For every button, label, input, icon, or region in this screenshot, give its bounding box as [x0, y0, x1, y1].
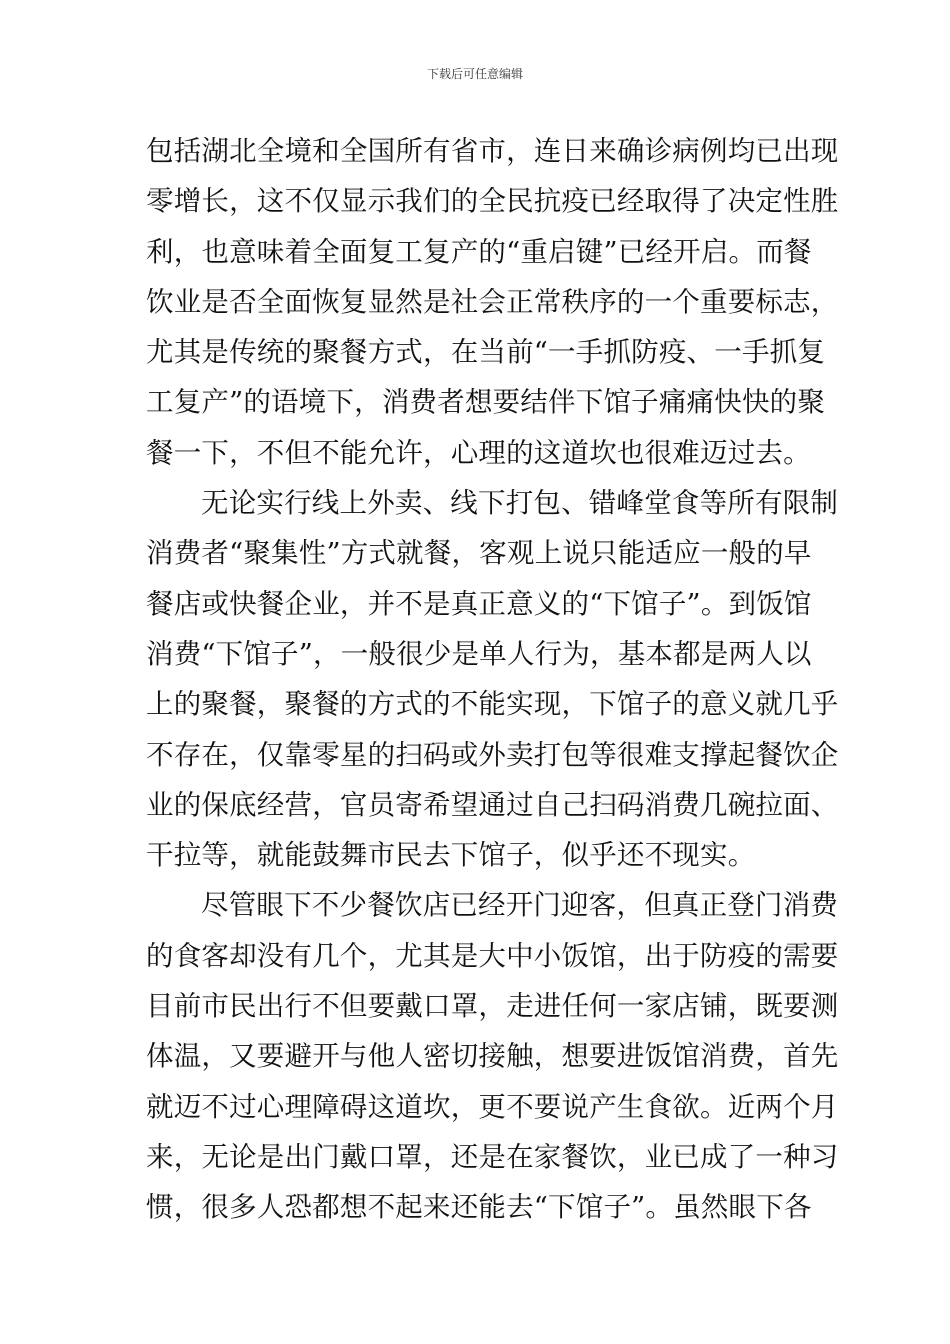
paragraph-1-line-4: 饮业是否全面恢复显然是社会正常秩序的一个重要标志， [146, 285, 839, 318]
document-body [146, 126, 839, 1233]
paragraph-2-line-6: 不存在，仅靠零星的扫码或外卖打包等很难支撑起餐饮企 [146, 738, 839, 771]
paragraph-2-line-5: 上的聚餐，聚餐的方式的不能实现，下馆子的意义就几乎 [146, 688, 839, 721]
paragraph-2-line-1: 无论实行线上外卖、线下打包、错峰堂食等所有限制 [201, 487, 839, 520]
paragraph-1-line-5: 尤其是传统的聚餐方式，在当前“一手抓防疫、一手抓复 [146, 336, 826, 369]
paragraph-1-line-7: 餐一下，不但不能允许，心理的这道坎也很难迈过去。 [146, 436, 811, 469]
paragraph-3-line-3: 目前市民出行不但要戴口罩，走进任何一家店铺，既要测 [146, 990, 839, 1023]
paragraph-2-line-2: 消费者“聚集性”方式就餐，客观上说只能适应一般的早 [146, 537, 812, 570]
paragraph-3-line-2: 的食客却没有几个，尤其是大中小饭馆，出于防疫的需要 [146, 939, 839, 972]
paragraph-1-line-3: 利，也意味着全面复工复产的“重启键”已经开启。而餐 [146, 235, 812, 268]
paragraph-3-line-1: 尽管眼下不少餐饮店已经开门迎客，但真正登门消费 [201, 889, 839, 922]
paragraph-1-line-6: 工复产”的语境下，消费者想要结伴下馆子痛痛快快的聚 [146, 386, 826, 419]
paragraph-3-line-5: 就迈不过心理障碍这道坎，更不要说产生食欲。近两个月 [146, 1090, 839, 1123]
paragraph-2-line-8: 干拉等，就能鼓舞市民去下馆子，似乎还不现实。 [146, 839, 756, 872]
paragraph-2-line-3: 餐店或快餐企业，并不是真正意义的“下馆子”。到饭馆 [146, 587, 812, 620]
paragraph-2-line-4: 消费“下馆子”，一般很少是单人行为，基本都是两人以 [146, 637, 812, 670]
paragraph-2-line-7: 业的保底经营，官员寄希望通过自己扫码消费几碗拉面、 [146, 788, 839, 821]
paragraph-3-line-6: 来，无论是出门戴口罩，还是在家餐饮，业已成了一种习 [146, 1140, 839, 1173]
paragraph-3-line-7: 惯，很多人恐都想不起来还能去“下馆子”。虽然眼下各 [146, 1191, 812, 1224]
paragraph-1-line-2: 零增长，这不仅显示我们的全民抗疫已经取得了决定性胜 [146, 185, 839, 218]
paragraph-1-line-1: 包括湖北全境和全国所有省市，连日来确诊病例均已出现 [146, 135, 839, 167]
paragraph-3-line-4: 体温，又要避开与他人密切接触，想要进饭馆消费，首先 [146, 1040, 839, 1073]
page-header: 下载后可任意编辑 [426, 67, 523, 81]
